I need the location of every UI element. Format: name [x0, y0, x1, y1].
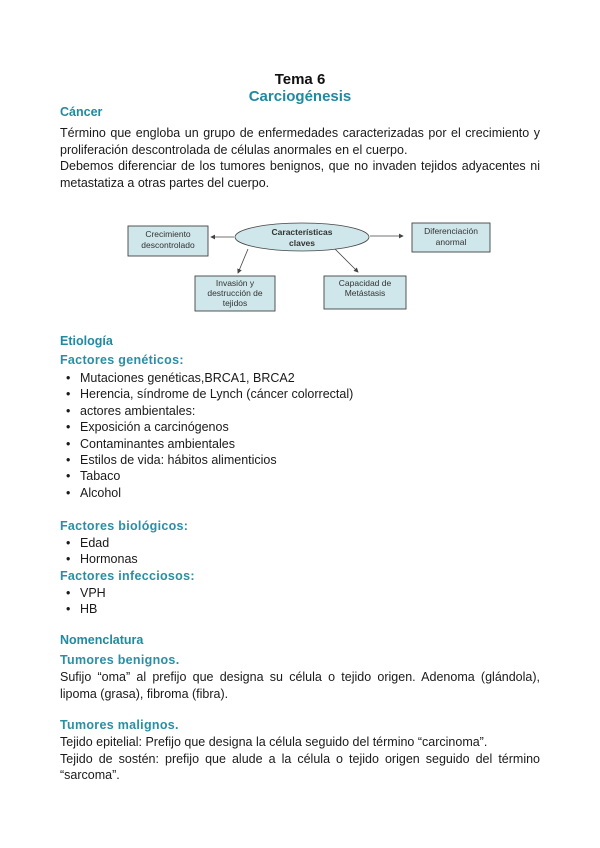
page-title: Tema 6 — [274, 71, 326, 88]
text-line: Término que engloba un grupo de enfermedades caracterizadas por el crecimiento y — [60, 126, 540, 140]
text-line: Sufijo “oma” al prefijo que designa su célula o tejido origen. Adenoma (glándola), — [60, 670, 540, 684]
svg-text:Diferenciación: Diferenciación — [424, 226, 478, 236]
list-factores-infecciosos — [66, 585, 106, 618]
subheading-factores-biologicos: Factores biológicos: — [60, 519, 189, 533]
diagram-box-crecimiento — [128, 226, 208, 256]
text-line: proliferación descontrolada de células anormales en el cuerpo. — [60, 142, 408, 157]
svg-text:anormal: anormal — [435, 237, 467, 247]
list-item: • Tabaco — [66, 468, 353, 484]
text-line: metastatiza a otras partes del cuerpo. — [60, 175, 270, 190]
list-factores-geneticos — [66, 370, 353, 501]
text-line: Tejido de sostén: prefijo que alude a la célula o tejido origen seguido del término — [60, 751, 540, 766]
text-line: Tejido epitelial: Prefijo que designa la célula seguido del término “carcinoma”. — [60, 735, 488, 749]
section-heading-nomenclatura: Nomenclatura — [60, 633, 144, 647]
section-heading-cancer: Cáncer — [60, 105, 103, 119]
list-item: • Edad — [66, 535, 138, 551]
list-item: • Herencia, síndrome de Lynch (cáncer colorrectal) — [66, 386, 353, 402]
list-item: • actores ambientales: — [66, 403, 353, 419]
page-subtitle: Carciogénesis — [248, 88, 352, 105]
svg-text:descontrolado: descontrolado — [141, 240, 195, 250]
svg-text:Capacidad de: Capacidad de — [338, 278, 392, 288]
malignos-paragraph — [60, 734, 540, 784]
text-line: Debemos diferenciar de los tumores benignos, que no invaden tejidos adyacentes ni — [60, 159, 540, 174]
list-item: • Estilos de vida: hábitos alimenticios — [66, 452, 353, 468]
svg-text:Características: Características — [271, 227, 333, 237]
list-item: • Alcohol — [66, 485, 353, 501]
diagram-box-capacidad — [324, 276, 406, 309]
svg-text:tejidos: tejidos — [222, 298, 248, 308]
subheading-tumores-malignos: Tumores malignos. — [60, 718, 179, 732]
text-line: lipoma (grasa), fibroma (fibra). — [60, 686, 229, 701]
list-item: • Contaminantes ambientales — [66, 436, 353, 452]
text-line: “sarcoma”. — [60, 768, 120, 783]
subheading-factores-infecciosos: Factores infecciosos: — [60, 569, 195, 583]
subheading-factores-geneticos: Factores genéticos: — [60, 353, 184, 367]
list-item: • HB — [66, 601, 106, 617]
list-item: • Exposición a carcinógenos — [66, 419, 353, 435]
list-item: • Mutaciones genéticas,BRCA1, BRCA2 — [66, 370, 353, 386]
diagram-center-ellipse — [235, 223, 369, 251]
diagram-box-invasion — [195, 276, 275, 311]
section-heading-etiologia: Etiología — [60, 334, 113, 348]
benignos-paragraph — [60, 669, 540, 702]
list-item: • VPH — [66, 585, 106, 601]
svg-text:Metástasis: Metástasis — [344, 288, 386, 298]
list-factores-biologicos — [66, 535, 138, 568]
list-item: • Hormonas — [66, 551, 138, 567]
svg-text:claves: claves — [289, 238, 315, 248]
svg-text:Invasión y: Invasión y — [215, 278, 255, 288]
diagram-box-diferenciacion — [412, 223, 490, 252]
subheading-tumores-benignos: Tumores benignos. — [60, 653, 180, 667]
svg-text:destrucción de: destrucción de — [207, 288, 263, 298]
svg-text:Crecimiento: Crecimiento — [145, 229, 191, 239]
